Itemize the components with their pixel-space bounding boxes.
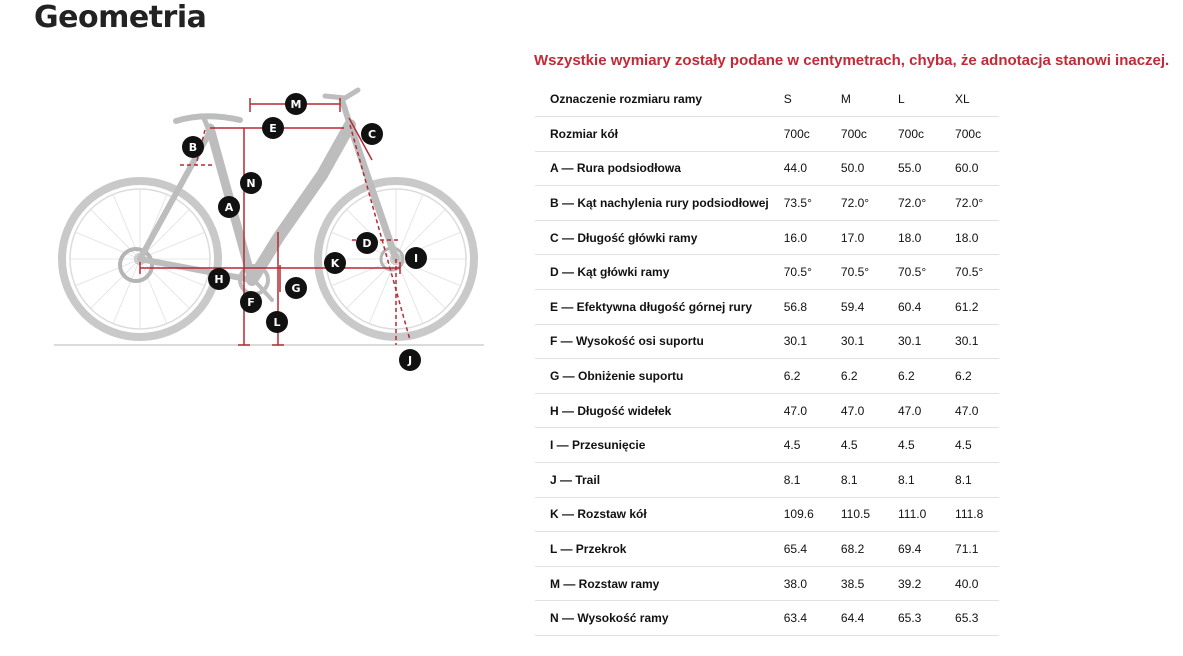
svg-text:F: F [247, 296, 255, 309]
row-value: 8.1 [940, 463, 999, 498]
table-header-row [535, 82, 999, 117]
table-row [535, 255, 999, 290]
row-label: L — Przekrok [535, 532, 769, 567]
row-value: 700c [883, 117, 940, 152]
row-value: 6.2 [940, 359, 999, 394]
row-value: 60.0 [940, 151, 999, 186]
row-value: 8.1 [769, 463, 826, 498]
svg-text:I: I [413, 252, 419, 265]
row-value: 72.0° [883, 186, 940, 221]
bike-geometry-diagram [50, 80, 490, 380]
svg-text:C: C [367, 128, 377, 141]
svg-text:G: G [291, 282, 301, 295]
svg-text:B: B [188, 141, 198, 154]
row-label: F — Wysokość osi suportu [535, 324, 769, 359]
table-row [535, 532, 999, 567]
row-value: 65.3 [883, 601, 940, 636]
row-value: 39.2 [883, 566, 940, 601]
geometry-table [535, 82, 999, 636]
marker-k [324, 252, 346, 274]
row-label: E — Efektywna długość górnej rury [535, 290, 769, 325]
marker-b [182, 136, 204, 158]
row-value: 44.0 [769, 151, 826, 186]
row-value: 109.6 [769, 497, 826, 532]
marker-d [356, 232, 378, 254]
row-value: 47.0 [883, 393, 940, 428]
table-row [535, 151, 999, 186]
row-value: 18.0 [940, 220, 999, 255]
row-value: 38.5 [826, 566, 883, 601]
row-label: J — Trail [535, 463, 769, 498]
row-value: 38.0 [769, 566, 826, 601]
table-row [535, 601, 999, 636]
row-value: 700c [769, 117, 826, 152]
row-value: 50.0 [826, 151, 883, 186]
row-label: I — Przesunięcie [535, 428, 769, 463]
row-value: 63.4 [769, 601, 826, 636]
size-header-s: S [769, 82, 826, 117]
row-value: 6.2 [826, 359, 883, 394]
row-label: K — Rozstaw kół [535, 497, 769, 532]
table-row [535, 497, 999, 532]
row-value: 30.1 [940, 324, 999, 359]
svg-text:H: H [214, 273, 224, 286]
row-value: 4.5 [826, 428, 883, 463]
units-note: Wszystkie wymiary zostały podane w centymetrach, chyba, że adnotacja stanowi inaczej. [534, 52, 1170, 69]
row-value: 6.2 [883, 359, 940, 394]
size-header-label: Oznaczenie rozmiaru ramy [535, 82, 769, 117]
svg-text:K: K [330, 257, 340, 270]
row-value: 71.1 [940, 532, 999, 567]
table-row [535, 359, 999, 394]
row-label: A — Rura podsiodłowa [535, 151, 769, 186]
row-value: 59.4 [826, 290, 883, 325]
marker-e [262, 117, 284, 139]
table-row [535, 290, 999, 325]
row-value: 16.0 [769, 220, 826, 255]
row-value: 700c [826, 117, 883, 152]
row-value: 110.5 [826, 497, 883, 532]
table-row [535, 393, 999, 428]
marker-f [240, 291, 262, 313]
table-row [535, 428, 999, 463]
row-label: N — Wysokość ramy [535, 601, 769, 636]
row-value: 55.0 [883, 151, 940, 186]
row-value: 72.0° [826, 186, 883, 221]
row-value: 4.5 [769, 428, 826, 463]
row-value: 4.5 [883, 428, 940, 463]
row-value: 56.8 [769, 290, 826, 325]
row-value: 111.8 [940, 497, 999, 532]
row-label: C — Długość główki ramy [535, 220, 769, 255]
row-value: 6.2 [769, 359, 826, 394]
page-title: Geometria [34, 0, 207, 35]
size-header-l: L [883, 82, 940, 117]
row-value: 73.5° [769, 186, 826, 221]
row-label: H — Długość widełek [535, 393, 769, 428]
row-value: 65.3 [940, 601, 999, 636]
row-value: 47.0 [826, 393, 883, 428]
svg-text:L: L [273, 316, 281, 329]
row-value: 70.5° [940, 255, 999, 290]
row-value: 18.0 [883, 220, 940, 255]
row-value: 4.5 [940, 428, 999, 463]
row-value: 69.4 [883, 532, 940, 567]
row-value: 8.1 [883, 463, 940, 498]
marker-h [208, 268, 230, 290]
svg-text:N: N [246, 177, 256, 190]
row-value: 68.2 [826, 532, 883, 567]
row-value: 47.0 [940, 393, 999, 428]
table-row [535, 186, 999, 221]
marker-j [399, 349, 421, 371]
table-row [535, 324, 999, 359]
row-value: 30.1 [826, 324, 883, 359]
row-value: 700c [940, 117, 999, 152]
table-row [535, 566, 999, 601]
row-label: G — Obniżenie suportu [535, 359, 769, 394]
row-value: 70.5° [826, 255, 883, 290]
row-label: M — Rozstaw ramy [535, 566, 769, 601]
marker-g [285, 277, 307, 299]
row-value: 30.1 [769, 324, 826, 359]
marker-m [285, 93, 307, 115]
row-label: Rozmiar kół [535, 117, 769, 152]
row-value: 111.0 [883, 497, 940, 532]
table-row [535, 117, 999, 152]
marker-i [405, 247, 427, 269]
marker-n [240, 172, 262, 194]
size-header-xl: XL [940, 82, 999, 117]
row-value: 72.0° [940, 186, 999, 221]
row-value: 64.4 [826, 601, 883, 636]
svg-text:D: D [362, 237, 372, 250]
marker-c [361, 123, 383, 145]
svg-text:E: E [269, 122, 277, 135]
row-value: 40.0 [940, 566, 999, 601]
row-value: 61.2 [940, 290, 999, 325]
marker-l [266, 311, 288, 333]
row-value: 8.1 [826, 463, 883, 498]
svg-text:M: M [290, 98, 302, 111]
row-value: 65.4 [769, 532, 826, 567]
table-row [535, 463, 999, 498]
row-label: D — Kąt główki ramy [535, 255, 769, 290]
row-value: 17.0 [826, 220, 883, 255]
row-value: 60.4 [883, 290, 940, 325]
table-row [535, 220, 999, 255]
svg-text:A: A [224, 201, 234, 214]
row-value: 30.1 [883, 324, 940, 359]
svg-text:J: J [407, 354, 413, 367]
row-label: B — Kąt nachylenia rury podsiodłowej [535, 186, 769, 221]
marker-a [218, 196, 240, 218]
row-value: 70.5° [769, 255, 826, 290]
row-value: 70.5° [883, 255, 940, 290]
row-value: 47.0 [769, 393, 826, 428]
size-header-m: M [826, 82, 883, 117]
